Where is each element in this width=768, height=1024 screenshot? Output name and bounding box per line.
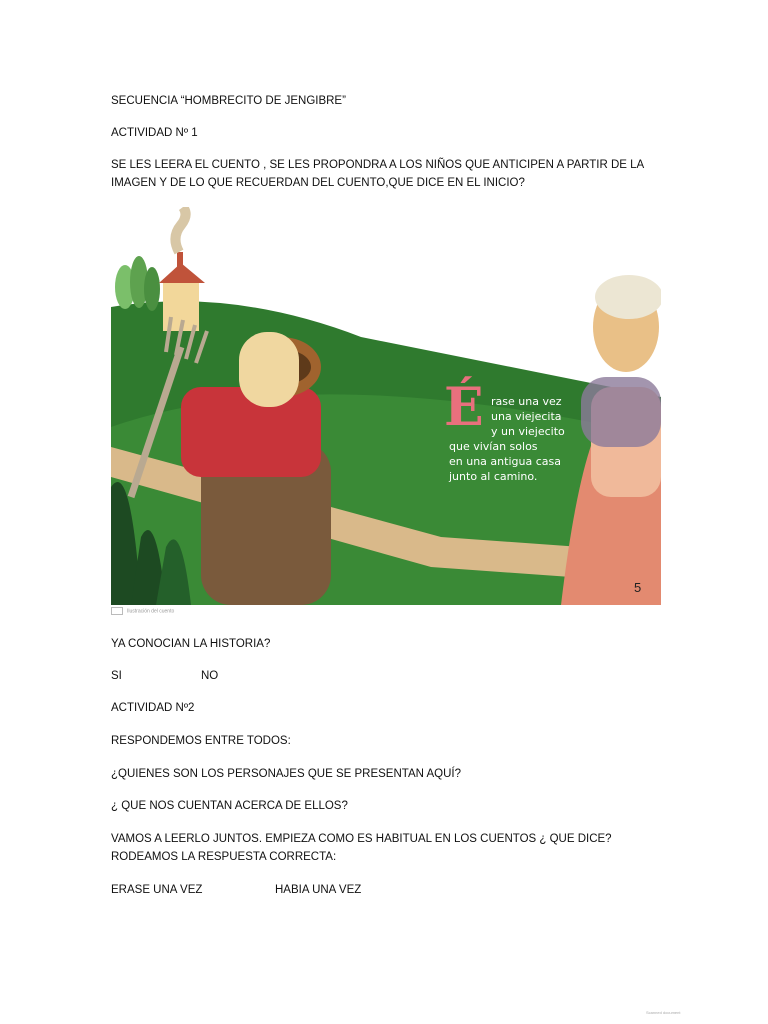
old-man-head bbox=[239, 332, 299, 407]
question-2: ¿QUIENES SON LOS PERSONAJES QUE SE PRESENTAN AQUÍ? bbox=[111, 768, 461, 780]
chimney bbox=[177, 252, 183, 272]
tree-icon bbox=[144, 267, 160, 311]
activity-1-heading: ACTIVIDAD Nº 1 bbox=[111, 127, 198, 139]
question-4-line-1: VAMOS A LEERLO JUNTOS. EMPIEZA COMO ES HABITUAL EN LOS CUENTOS ¿ QUE DICE? bbox=[111, 833, 612, 845]
activity-2-heading: ACTIVIDAD Nº2 bbox=[111, 702, 195, 714]
image-credit-text: Ilustración del cuento bbox=[127, 608, 175, 615]
story-line: y un viejecito bbox=[491, 425, 565, 438]
story-line: una viejecita bbox=[491, 410, 562, 423]
story-illustration bbox=[111, 207, 661, 605]
illustration-scene bbox=[111, 207, 661, 605]
image-credit bbox=[111, 607, 174, 615]
story-line: que vivían solos bbox=[449, 440, 538, 453]
story-line: en una antigua casa bbox=[449, 455, 561, 468]
option-erase: ERASE UNA VEZ bbox=[111, 884, 203, 896]
story-text bbox=[449, 394, 565, 484]
page-number: 5 bbox=[634, 580, 642, 595]
instruction-line-2: IMAGEN Y DE LO QUE RECUERDAN DEL CUENTO,QUE DICE EN EL INICIO? bbox=[111, 177, 525, 189]
answer-yes: SI bbox=[111, 670, 122, 682]
answer-no: NO bbox=[201, 670, 219, 682]
story-line: rase una vez bbox=[491, 395, 562, 408]
option-habia: HABIA UNA VEZ bbox=[275, 884, 362, 896]
question-3: ¿ QUE NOS CUENTAN ACERCA DE ELLOS? bbox=[111, 800, 348, 812]
drop-cap: É bbox=[444, 377, 484, 438]
image-icon bbox=[111, 607, 123, 615]
instruction-line-1: SE LES LEERA EL CUENTO , SE LES PROPONDRA A LOS NIÑOS QUE ANTICIPEN A PARTIR DE LA bbox=[111, 159, 645, 171]
question-4-line-2: RODEAMOS LA RESPUESTA CORRECTA: bbox=[111, 851, 337, 863]
respond-line: RESPONDEMOS ENTRE TODOS: bbox=[111, 735, 291, 747]
sequence-title: SECUENCIA “HOMBRECITO DE JENGIBRE” bbox=[111, 95, 346, 107]
story-line: junto al camino. bbox=[449, 470, 538, 483]
question-1: YA CONOCIAN LA HISTORIA? bbox=[111, 638, 271, 650]
footer-mark: Scanned document bbox=[646, 1010, 681, 1015]
woman-hair bbox=[595, 275, 661, 319]
